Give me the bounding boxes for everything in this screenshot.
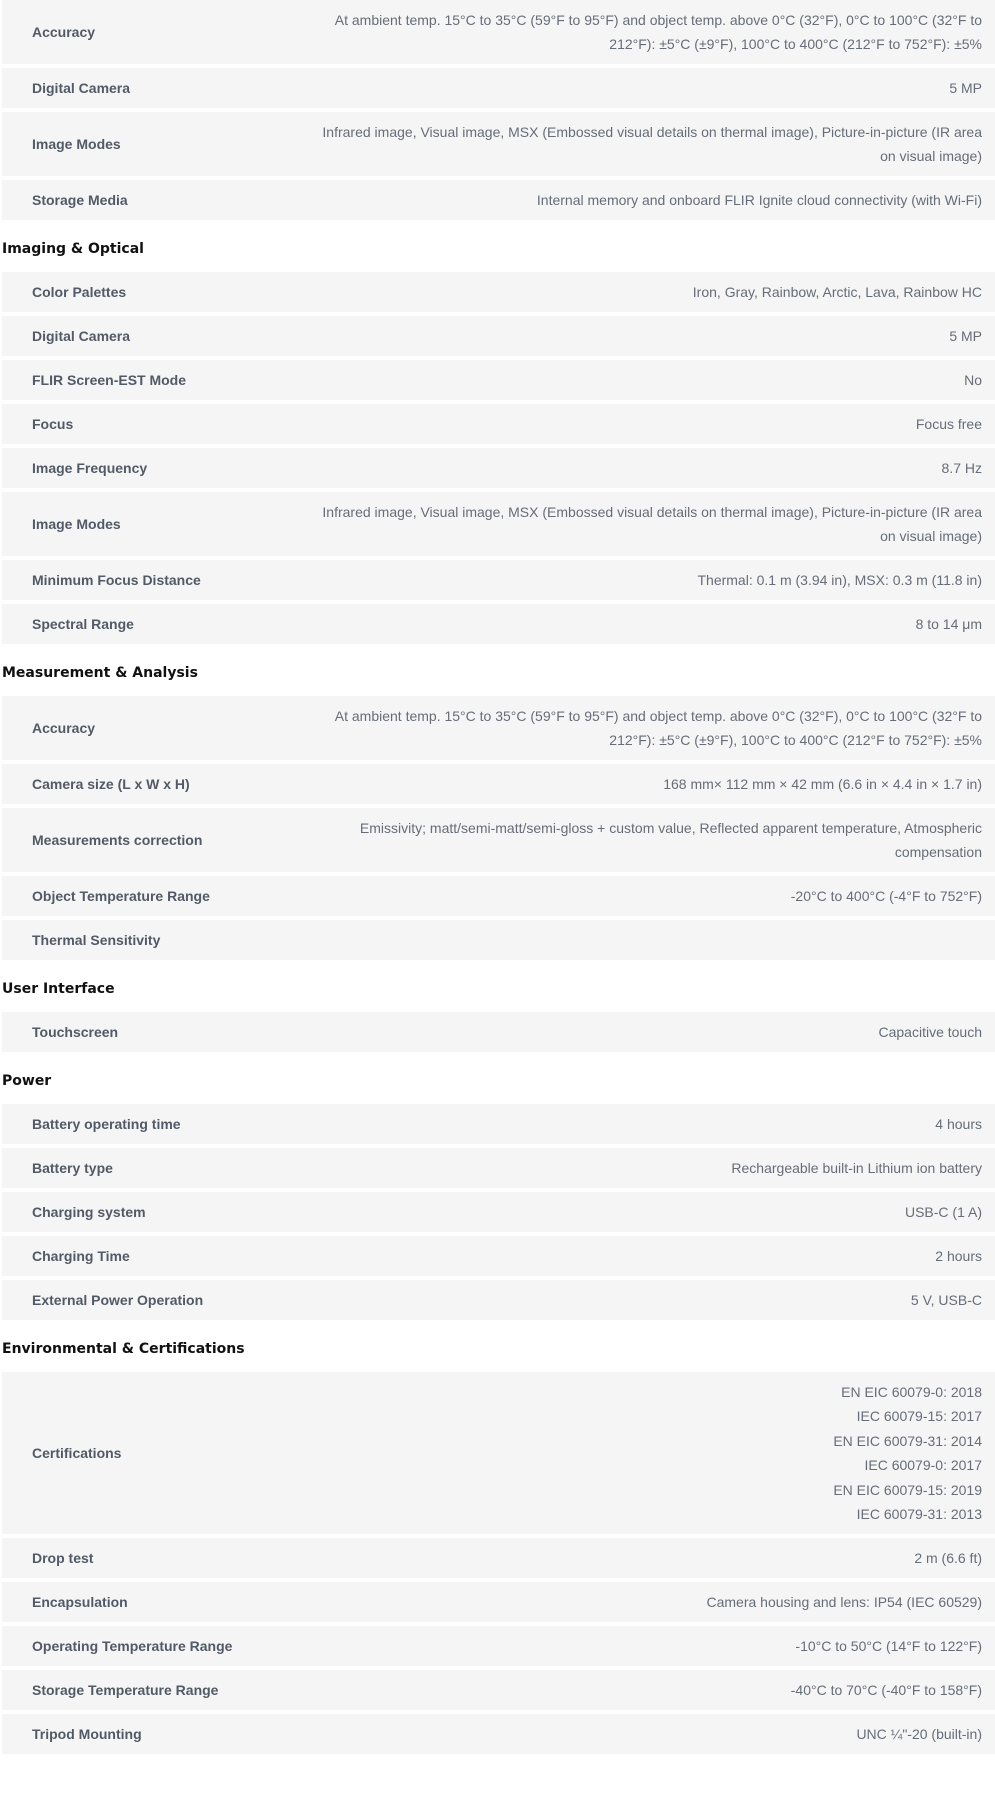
- spec-label: Minimum Focus Distance: [32, 572, 201, 588]
- spec-value: [302, 568, 995, 592]
- spec-value: [302, 500, 995, 549]
- spec-value-line: EN EIC 60079-0: 2018: [841, 1383, 982, 1400]
- spec-value-line: At ambient temp. 15°C to 35°C (59°F to 95°F) and object temp. above 0°C (32°F), 0°C to 100°C (32°F to: [334, 707, 982, 724]
- spec-row-image-frequency: [2, 448, 995, 488]
- spec-value: [302, 1156, 995, 1180]
- spec-row-storage-media: [2, 180, 995, 220]
- spec-value-line: 5 MP: [949, 79, 982, 96]
- spec-value: [302, 704, 995, 753]
- spec-value-line: Capacitive touch: [878, 1023, 982, 1040]
- spec-value: [302, 1634, 995, 1658]
- spec-label: Measurements correction: [32, 832, 203, 848]
- spec-label: Spectral Range: [32, 616, 134, 632]
- spec-label: Image Modes: [32, 516, 121, 532]
- spec-row-object-temperature-range: [2, 876, 995, 916]
- spec-label: Charging system: [32, 1204, 146, 1220]
- spec-row-drop-test: [2, 1538, 995, 1578]
- spec-section-environmental-certifications: [2, 1324, 995, 1754]
- spec-label: External Power Operation: [32, 1292, 204, 1308]
- spec-row-battery-operating-time: [2, 1104, 995, 1144]
- spec-section-imaging-optical: [2, 224, 995, 644]
- spec-value-line: 5 V, USB-C: [910, 1291, 982, 1308]
- spec-value-line: Thermal: 0.1 m (3.94 in), MSX: 0.3 m (11.8 in): [697, 571, 982, 588]
- spec-label: Object Temperature Range: [32, 888, 210, 904]
- specifications-list: [2, 0, 995, 1754]
- spec-label: Storage Media: [32, 192, 128, 208]
- spec-label: Storage Temperature Range: [32, 1682, 219, 1699]
- spec-value-line: UNC ¼"-20 (built-in): [856, 1726, 982, 1743]
- spec-row-flir-screen-est-mode: [2, 360, 995, 400]
- spec-row-accuracy: [2, 696, 995, 760]
- spec-label: Thermal Sensitivity: [32, 932, 161, 948]
- spec-value-line: 212°F): ±5°C (±9°F), 100°C to 400°C (212°F to 752°F): ±5%: [609, 36, 982, 52]
- spec-section-user-interface: [2, 964, 995, 1052]
- section-title: User Interface: [2, 981, 115, 997]
- spec-value-line: 5 MP: [949, 327, 982, 344]
- spec-value-line: Iron, Gray, Rainbow, Arctic, Lava, Rainbow HC: [692, 283, 982, 300]
- spec-label: Digital Camera: [32, 328, 131, 344]
- spec-value: [302, 188, 995, 212]
- spec-value: [302, 1244, 995, 1268]
- spec-label: Accuracy: [32, 24, 96, 40]
- spec-value-line: IEC 60079-0: 2017: [864, 1457, 982, 1474]
- spec-row-operating-temperature-range: [2, 1626, 995, 1666]
- spec-label: Operating Temperature Range: [32, 1638, 233, 1655]
- spec-value-line: No: [964, 371, 982, 388]
- spec-value-line: EN EIC 60079-15: 2019: [833, 1481, 982, 1498]
- spec-value: [302, 1020, 995, 1044]
- spec-value-line: on visual image): [880, 528, 982, 544]
- spec-value-line: 4 hours: [935, 1115, 982, 1132]
- spec-value: [302, 280, 995, 304]
- spec-value-line: -10°C to 50°C (14°F to 122°F): [795, 1638, 982, 1655]
- spec-value: [302, 1722, 995, 1746]
- spec-value: [302, 8, 995, 57]
- spec-row-camera-size-l-x-w-x-h: [2, 764, 995, 804]
- spec-row-minimum-focus-distance: [2, 560, 995, 600]
- spec-sections: [2, 224, 995, 1754]
- spec-value: [302, 1590, 995, 1614]
- spec-value-line: 8.7 Hz: [941, 459, 982, 476]
- top-spec-group: [2, 0, 995, 220]
- spec-value-line: 8 to 14 μm: [915, 615, 982, 632]
- section-title: Power: [2, 1073, 52, 1089]
- spec-value: [302, 772, 995, 796]
- spec-value: [302, 612, 995, 636]
- spec-row-charging-system: [2, 1192, 995, 1232]
- spec-value-line: IEC 60079-31: 2013: [856, 1506, 982, 1522]
- spec-row-color-palettes: [2, 272, 995, 312]
- spec-row-measurements-correction: [2, 808, 995, 872]
- spec-section-power: [2, 1056, 995, 1320]
- spec-label: Battery type: [32, 1160, 113, 1176]
- spec-label: Drop test: [32, 1550, 94, 1567]
- spec-value: [302, 1546, 995, 1570]
- spec-row-touchscreen: [2, 1012, 995, 1052]
- spec-value-line: Rechargeable built-in Lithium ion battery: [731, 1159, 982, 1176]
- spec-value-line: on visual image): [880, 148, 982, 164]
- spec-value-line: IEC 60079-15: 2017: [856, 1408, 982, 1425]
- spec-value-line: Emissivity; matt/semi-matt/semi-gloss + custom value, Reflected apparent temperature, Atmospheric: [359, 819, 982, 836]
- spec-value: [302, 120, 995, 169]
- spec-row-accuracy: [2, 0, 995, 64]
- spec-value-line: EN EIC 60079-31: 2014: [833, 1432, 982, 1449]
- spec-label: Tripod Mounting: [32, 1726, 142, 1743]
- spec-row-battery-type: [2, 1148, 995, 1188]
- spec-row-image-modes: [2, 112, 995, 176]
- spec-value-line: Infrared image, Visual image, MSX (Embossed visual details on thermal image), Picture-in-picture (IR area: [322, 123, 982, 140]
- spec-label: Certifications: [32, 1445, 122, 1462]
- spec-value: [302, 76, 995, 100]
- spec-row-external-power-operation: [2, 1280, 995, 1320]
- spec-value: [302, 1288, 995, 1312]
- spec-value: [302, 1380, 995, 1526]
- spec-label: Touchscreen: [32, 1024, 119, 1040]
- spec-label: Accuracy: [32, 720, 96, 736]
- spec-value: [302, 456, 995, 480]
- spec-value-line: 2 hours: [935, 1247, 982, 1264]
- spec-value-line: Camera housing and lens: IP54 (IEC 60529): [706, 1594, 982, 1611]
- spec-value: [302, 412, 995, 436]
- spec-row-charging-time: [2, 1236, 995, 1276]
- spec-label: Digital Camera: [32, 80, 131, 96]
- spec-value-line: USB-C (1 A): [904, 1203, 982, 1220]
- spec-value-line: 168 mm× 112 mm × 42 mm (6.6 in × 4.4 in × 1.7 in): [663, 775, 982, 792]
- spec-value-line: Focus free: [915, 415, 982, 432]
- section-title: Imaging & Optical: [2, 241, 144, 257]
- spec-value-line: -40°C to 70°C (-40°F to 158°F): [790, 1682, 982, 1699]
- spec-label: Color Palettes: [32, 284, 127, 300]
- spec-value: [302, 1200, 995, 1224]
- spec-row-encapsulation: [2, 1582, 995, 1622]
- spec-label: Image Modes: [32, 136, 121, 152]
- spec-row-thermal-sensitivity: [2, 920, 995, 960]
- spec-value-line: 2 m (6.6 ft): [914, 1550, 982, 1567]
- spec-label: Image Frequency: [32, 460, 148, 476]
- spec-row-image-modes: [2, 492, 995, 556]
- spec-row-focus: [2, 404, 995, 444]
- spec-row-digital-camera: [2, 68, 995, 108]
- spec-row-certifications: [2, 1372, 995, 1534]
- spec-label: Battery operating time: [32, 1116, 181, 1132]
- spec-label: Focus: [32, 416, 74, 432]
- spec-value-line: compensation: [894, 844, 982, 860]
- spec-row-spectral-range: [2, 604, 995, 644]
- spec-row-digital-camera: [2, 316, 995, 356]
- spec-section-measurement-analysis: [2, 648, 995, 960]
- section-title: Measurement & Analysis: [2, 665, 198, 681]
- spec-value-line: 212°F): ±5°C (±9°F), 100°C to 400°C (212°F to 752°F): ±5%: [609, 732, 982, 748]
- spec-value-line: -20°C to 400°C (-4°F to 752°F): [790, 887, 982, 904]
- spec-value: [302, 884, 995, 908]
- spec-value-line: Internal memory and onboard FLIR Ignite cloud connectivity (with Wi-Fi): [536, 191, 982, 208]
- spec-label: FLIR Screen-EST Mode: [32, 372, 187, 388]
- section-title: Environmental & Certifications: [2, 1341, 245, 1357]
- spec-label: Encapsulation: [32, 1594, 128, 1611]
- spec-value-line: At ambient temp. 15°C to 35°C (59°F to 95°F) and object temp. above 0°C (32°F), 0°C to 100°C (32°F to: [334, 11, 982, 28]
- spec-value: [302, 324, 995, 348]
- spec-value: [302, 816, 995, 865]
- spec-value: [302, 368, 995, 392]
- spec-label: Charging Time: [32, 1248, 130, 1264]
- spec-row-storage-temperature-range: [2, 1670, 995, 1710]
- spec-row-tripod-mounting: [2, 1714, 995, 1754]
- spec-value-line: Infrared image, Visual image, MSX (Embossed visual details on thermal image), Picture-in-picture (IR area: [322, 503, 982, 520]
- spec-value: [302, 1112, 995, 1136]
- spec-value: [302, 1678, 995, 1702]
- spec-label: Camera size (L x W x H): [32, 776, 190, 792]
